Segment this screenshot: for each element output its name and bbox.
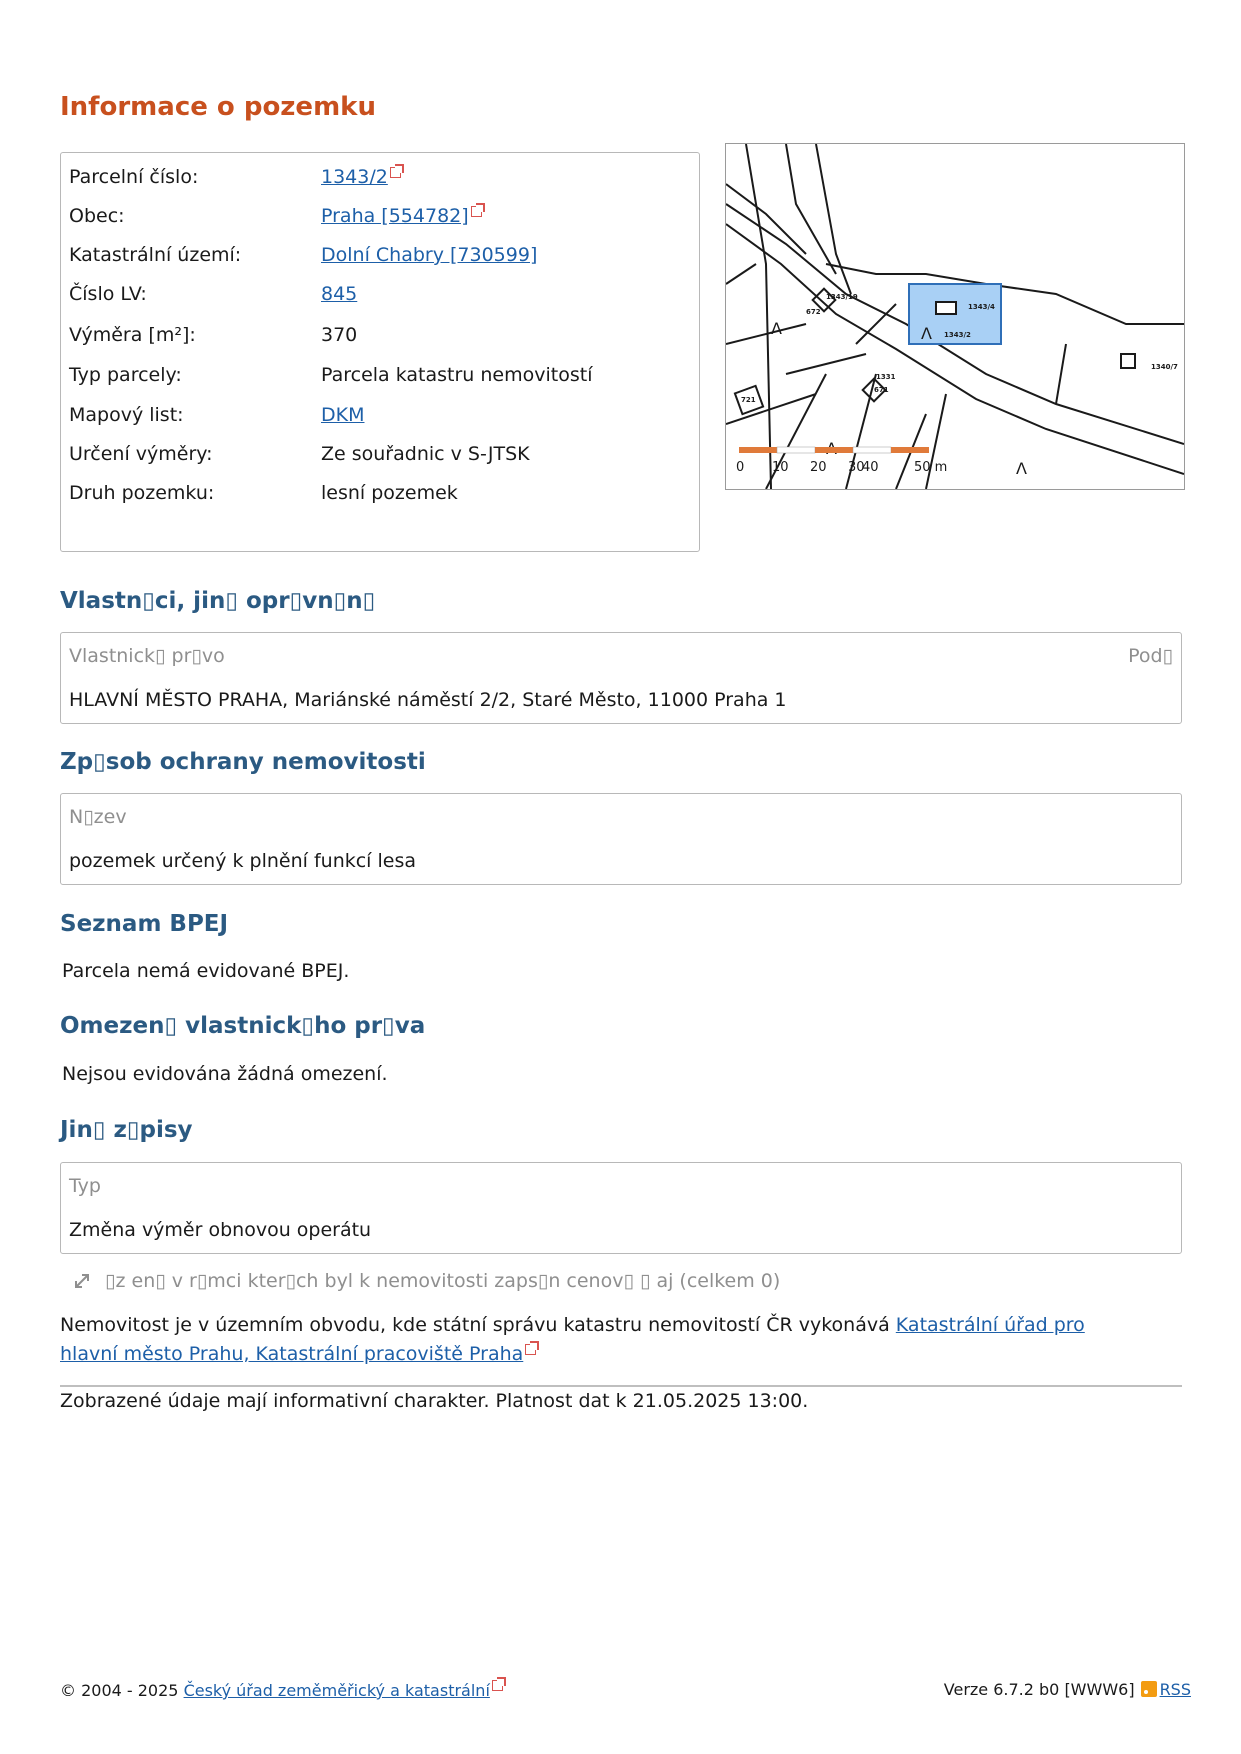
scale-label-10: 10 — [772, 460, 789, 475]
expand-arrows-icon — [73, 1272, 91, 1290]
validity-note: Zobrazené údaje mají informativní charakter. Platnost dat k 21.05.2025 13:00. — [60, 1390, 809, 1412]
svg-text:671: 671 — [874, 386, 889, 394]
page-title: Informace o pozemku — [60, 92, 376, 122]
parcel-number-link[interactable]: 1343/2 — [321, 166, 388, 188]
svg-text:721: 721 — [741, 396, 756, 404]
label-cadastral-area: Katastrální území: — [69, 244, 242, 266]
parcel-info-box — [60, 152, 700, 552]
restrictions-section-title: Omezen▯ vlastnick▯ho pr▯va — [60, 1013, 426, 1039]
parcel-type-value: Parcela katastru nemovitostí — [321, 364, 593, 386]
svg-text:Λ: Λ — [1016, 459, 1027, 478]
row-parcel-number — [69, 162, 689, 192]
row-parcel-type — [69, 360, 689, 390]
external-link-icon — [492, 1680, 503, 1691]
svg-text:1331: 1331 — [876, 373, 896, 381]
protection-panel — [60, 793, 1182, 885]
cadastral-map-drawing — [726, 144, 1184, 489]
protection-column-name: N▯zev — [69, 806, 127, 828]
bpej-value: Parcela nemá evidované BPEJ. — [62, 960, 350, 982]
row-area — [69, 320, 689, 350]
svg-text:1340/7: 1340/7 — [1151, 363, 1178, 371]
label-area-determination: Určení výměry: — [69, 443, 213, 465]
owner-value: HLAVNÍ MĚSTO PRAHA, Mariánské náměstí 2/2, Staré Město, 11000 Praha 1 — [69, 689, 787, 711]
row-cadastral-area — [69, 240, 689, 270]
row-land-type — [69, 478, 689, 508]
row-area-determination — [69, 439, 689, 469]
copyright-text: © 2004 - 2025 — [60, 1681, 184, 1700]
label-municipality: Obec: — [69, 205, 125, 227]
external-link-icon — [525, 1344, 536, 1355]
footer-copyright — [60, 1680, 503, 1700]
price-records-toggle[interactable] — [73, 1270, 780, 1292]
scale-label-20: 20 — [810, 460, 827, 475]
lv-number-link[interactable]: 845 — [321, 283, 358, 305]
area-determination-value: Ze souřadnic v S-JTSK — [321, 443, 530, 465]
footer-version — [944, 1680, 1191, 1699]
divider — [60, 1385, 1182, 1387]
svg-text:1343/2: 1343/2 — [944, 331, 971, 339]
scale-label-40: 40 — [862, 460, 879, 475]
scale-label-0: 0 — [736, 460, 745, 475]
label-land-type: Druh pozemku: — [69, 482, 215, 504]
rss-icon[interactable] — [1141, 1681, 1157, 1697]
office-note-text: Nemovitost je v územním obvodu, kde státní správu katastru nemovitostí ČR vykonává — [60, 1314, 896, 1336]
svg-text:672: 672 — [806, 308, 821, 316]
price-records-label: ▯z en▯ v r▯mci kter▯ch byl k nemovitosti zaps▯n cenov▯ ▯ aj (celkem 0) — [105, 1270, 781, 1292]
rss-link[interactable]: RSS — [1159, 1680, 1191, 1699]
svg-text:1343/4: 1343/4 — [968, 303, 995, 311]
cadastral-office-link[interactable]: Katastrální úřad pro hlavní město Prahu, Katastrální pracoviště Praha — [60, 1314, 1085, 1365]
label-area: Výměra [m²]: — [69, 324, 196, 346]
scale-label-50: 50 m — [914, 460, 948, 475]
cadastral-map[interactable] — [725, 143, 1185, 490]
protection-section-title: Zp▯sob ochrany nemovitosti — [60, 749, 426, 775]
owners-panel — [60, 632, 1182, 724]
other-column-type: Typ — [69, 1175, 101, 1197]
label-lv-number: Číslo LV: — [69, 283, 147, 305]
svg-text:1343/19: 1343/19 — [826, 293, 858, 301]
svg-text:Λ: Λ — [771, 319, 782, 338]
land-type-value: lesní pozemek — [321, 482, 458, 504]
office-note — [60, 1311, 1140, 1369]
map-sheet-link[interactable]: DKM — [321, 404, 365, 426]
external-link-icon — [471, 206, 482, 217]
external-link-icon — [390, 167, 401, 178]
label-parcel-number: Parcelní číslo: — [69, 166, 199, 188]
row-municipality — [69, 201, 689, 231]
cadastral-area-link[interactable]: Dolní Chabry [730599] — [321, 244, 538, 266]
version-text: Verze 6.7.2 b0 [WWW6] — [943, 1680, 1135, 1699]
other-section-title: Jin▯ z▯pisy — [60, 1117, 193, 1143]
owners-section-title: Vlastn▯ci, jin▯ opr▯vn▯n▯ — [60, 588, 376, 614]
municipality-link[interactable]: Praha [554782] — [321, 205, 469, 227]
restrictions-value: Nejsou evidována žádná omezení. — [62, 1063, 388, 1085]
protection-value: pozemek určený k plnění funkcí lesa — [69, 850, 417, 872]
bpej-section-title: Seznam BPEJ — [60, 911, 229, 937]
row-map-sheet — [69, 400, 689, 430]
owners-column-right-type: Vlastnick▯ pr▯vo — [69, 645, 225, 667]
label-parcel-type: Typ parcely: — [69, 364, 182, 386]
row-lv-number — [69, 279, 689, 309]
area-value: 370 — [321, 324, 358, 346]
other-records-panel — [60, 1162, 1182, 1254]
owners-column-share: Pod▯ — [1128, 645, 1173, 667]
other-value: Změna výměr obnovou operátu — [69, 1219, 372, 1241]
label-map-sheet: Mapový list: — [69, 404, 184, 426]
scale-label-30: 30 — [848, 460, 865, 475]
cuzk-link[interactable]: Český úřad zeměměřický a katastrální — [183, 1681, 490, 1700]
svg-text:Λ: Λ — [921, 324, 932, 343]
